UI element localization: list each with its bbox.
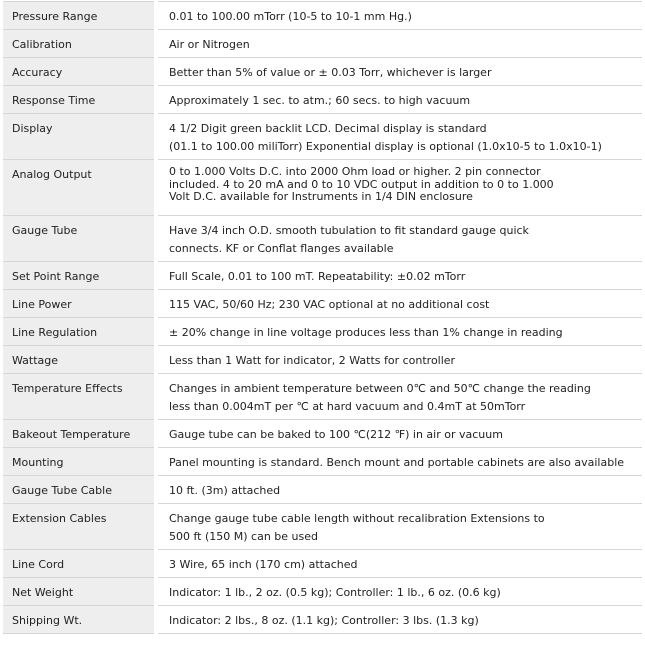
spec-label: Accuracy <box>3 58 156 86</box>
spec-value-line: Change gauge tube cable length without recalibration Extensions to <box>169 512 545 525</box>
spec-label: Calibration <box>3 30 156 58</box>
spec-value-line: Less than 1 Watt for indicator, 2 Watts for controller <box>169 354 456 367</box>
spec-value-line: Panel mounting is standard. Bench mount and portable cabinets are also available <box>169 456 625 469</box>
spec-value <box>156 2 642 30</box>
spec-value-line: 115 VAC, 50/60 Hz; 230 VAC optional at no additional cost <box>169 298 490 311</box>
spec-value-line: less than 0.004mT per ℃ at hard vacuum and 0.4mT at 50mTorr <box>169 400 526 413</box>
spec-label: Wattage <box>3 346 156 374</box>
spec-value-line: ± 20% change in line voltage produces less than 1% change in reading <box>169 326 563 339</box>
spec-row <box>3 318 642 346</box>
spec-value-line: 500 ft (150 M) can be used <box>169 530 318 543</box>
spec-value-line: Indicator: 1 lb., 2 oz. (0.5 kg); Controller: 1 lb., 6 oz. (0.6 kg) <box>169 586 501 599</box>
spec-row <box>3 476 642 504</box>
spec-row <box>3 374 642 420</box>
spec-row <box>3 290 642 318</box>
spec-row <box>3 448 642 476</box>
spec-label: Gauge Tube <box>3 216 156 262</box>
specifications-table <box>3 1 642 634</box>
spec-row <box>3 578 642 606</box>
spec-value <box>156 114 642 160</box>
specifications-body <box>3 2 642 634</box>
spec-value-line: connects. KF or Conflat flanges available <box>169 242 394 255</box>
spec-label: Analog Output <box>3 160 156 216</box>
spec-label: Shipping Wt. <box>3 606 156 634</box>
spec-value <box>156 160 642 216</box>
spec-value <box>156 290 642 318</box>
spec-row <box>3 58 642 86</box>
spec-label: Gauge Tube Cable <box>3 476 156 504</box>
spec-value <box>156 578 642 606</box>
spec-value <box>156 504 642 550</box>
spec-value <box>156 30 642 58</box>
spec-value-line: Approximately 1 sec. to atm.; 60 secs. to high vacuum <box>169 94 471 107</box>
spec-value-line: 10 ft. (3m) attached <box>169 484 281 497</box>
spec-row <box>3 86 642 114</box>
spec-value-line: 4 1/2 Digit green backlit LCD. Decimal display is standard <box>169 122 487 135</box>
spec-value <box>156 606 642 634</box>
spec-value-line: included. 4 to 20 mA and 0 to 10 VDC output in addition to 0 to 1.000 <box>169 177 554 191</box>
spec-value-line: Indicator: 2 lbs., 8 oz. (1.1 kg); Controller: 3 lbs. (1.3 kg) <box>169 614 479 627</box>
spec-row <box>3 2 642 30</box>
spec-value-line: Air or Nitrogen <box>169 38 250 51</box>
spec-label: Set Point Range <box>3 262 156 290</box>
spec-row <box>3 346 642 374</box>
spec-value-line: 0.01 to 100.00 mTorr (10-5 to 10-1 mm Hg.) <box>169 10 412 23</box>
spec-value-line: Changes in ambient temperature between 0℃ and 50℃ change the reading <box>169 382 591 395</box>
spec-value-line: Full Scale, 0.01 to 100 mT. Repeatability: ±0.02 mTorr <box>169 270 466 283</box>
spec-value <box>156 374 642 420</box>
spec-value <box>156 550 642 578</box>
spec-label: Line Regulation <box>3 318 156 346</box>
spec-value-line: Volt D.C. available for Instruments in 1/4 DIN enclosure <box>169 190 473 203</box>
spec-value-line: Have 3/4 inch O.D. smooth tubulation to fit standard gauge quick <box>169 224 529 237</box>
spec-row <box>3 504 642 550</box>
spec-row <box>3 30 642 58</box>
spec-value <box>156 346 642 374</box>
spec-value <box>156 216 642 262</box>
spec-value-line: (01.1 to 100.00 miliTorr) Exponential display is optional (1.0x10-5 to 1.0x10-1) <box>169 140 602 153</box>
spec-row <box>3 262 642 290</box>
spec-value <box>156 476 642 504</box>
spec-value-line: 3 Wire, 65 inch (170 cm) attached <box>169 558 358 571</box>
spec-value <box>156 58 642 86</box>
spec-value-line: 0 to 1.000 Volts D.C. into 2000 Ohm load or higher. 2 pin connector <box>169 165 541 178</box>
spec-row <box>3 160 642 216</box>
spec-label: Display <box>3 114 156 160</box>
spec-row <box>3 114 642 160</box>
spec-value-line: Gauge tube can be baked to 100 ℃(212 ℉) in air or vacuum <box>169 428 503 441</box>
spec-label: Line Power <box>3 290 156 318</box>
spec-label: Pressure Range <box>3 2 156 30</box>
spec-value <box>156 448 642 476</box>
spec-row <box>3 216 642 262</box>
spec-value <box>156 86 642 114</box>
spec-row <box>3 420 642 448</box>
spec-label: Line Cord <box>3 550 156 578</box>
spec-row <box>3 606 642 634</box>
spec-label: Extension Cables <box>3 504 156 550</box>
spec-value <box>156 420 642 448</box>
spec-value <box>156 262 642 290</box>
spec-label: Temperature Effects <box>3 374 156 420</box>
spec-value <box>156 318 642 346</box>
spec-value-line: Better than 5% of value or ± 0.03 Torr, whichever is larger <box>169 66 492 79</box>
spec-row <box>3 550 642 578</box>
spec-label: Response Time <box>3 86 156 114</box>
spec-label: Mounting <box>3 448 156 476</box>
spec-label: Bakeout Temperature <box>3 420 156 448</box>
spec-label: Net Weight <box>3 578 156 606</box>
